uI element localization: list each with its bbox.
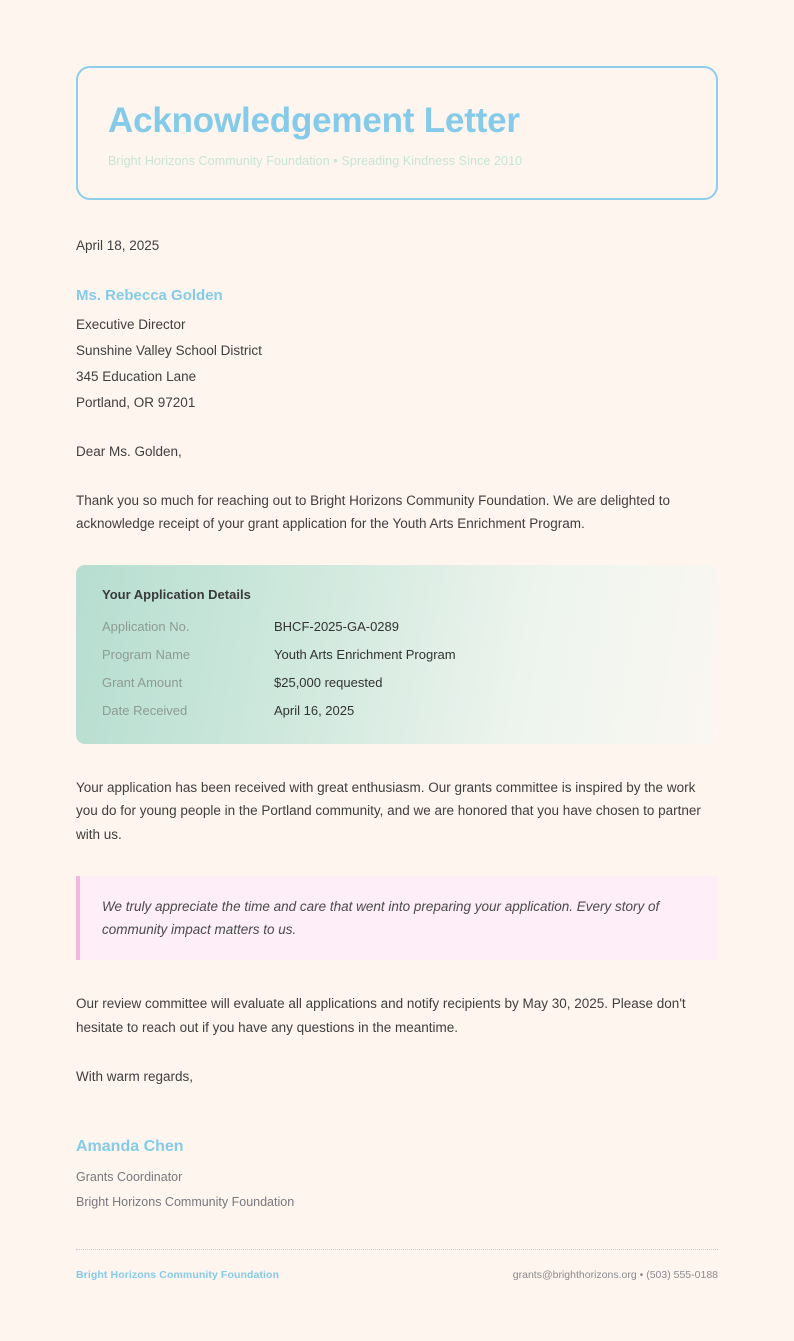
details-label: Grant Amount [102,675,183,691]
quote-block [76,876,718,960]
recipient-city-state-zip: Portland, OR 97201 [76,394,196,410]
letter-header [76,66,718,200]
details-value: April 16, 2025 [274,703,355,719]
details-label: Application No. [102,619,190,635]
page-title: Acknowledgement Letter [108,101,520,140]
letter-footer [76,1249,718,1341]
paragraph-review: Our review committee will evaluate all applications and notify recipients by May 30, 2025. Please don't hesitate to reach out if you have any questions in the meantime. [76,996,686,1035]
closing-line: With warm regards, [76,1068,194,1084]
signature-role: Grants Coordinator [76,1169,183,1184]
header-subtitle: Bright Horizons Community Foundation • Spreading Kindness Since 2010 [108,153,523,168]
details-label: Date Received [102,703,188,719]
details-card-title: Your Application Details [102,587,251,603]
paragraph-enthusiasm: Your application has been received with great enthusiasm. Our grants committee is inspired by the work you do for young people in the Portland community, and we are honored that you have chosen to partner with us. [76,780,701,842]
recipient-title: Executive Director [76,316,186,332]
table-row [102,703,692,718]
details-table-body [102,619,692,718]
application-details-card [76,565,718,744]
recipient-name: Ms. Rebecca Golden [76,286,223,304]
details-value: Youth Arts Enrichment Program [274,647,456,663]
details-label: Program Name [102,647,191,663]
salutation: Dear Ms. Golden, [76,443,182,459]
details-value: $25,000 requested [274,675,383,691]
details-table [102,619,692,718]
footer-contact: grants@brighthorizons.org • (503) 555-0188 [512,1268,718,1281]
recipient-organization: Sunshine Valley School District [76,342,262,358]
details-value: BHCF-2025-GA-0289 [274,619,399,635]
signature-organization: Bright Horizons Community Foundation [76,1194,295,1209]
signature-block [76,1138,718,1209]
recipient-street: 345 Education Lane [76,368,197,384]
paragraph-intro: Thank you so much for reaching out to Bright Horizons Community Foundation. We are delighted to acknowledge receipt of your grant application for the Youth Arts Enrichment Program. [76,492,671,532]
table-row [102,619,692,647]
footer-organization: Bright Horizons Community Foundation [76,1268,280,1281]
recipient-block [76,287,718,410]
quote-text: We truly appreciate the time and care that went into preparing your application. Every story of community impact matters to us. [102,898,660,938]
table-row [102,647,692,675]
table-row [102,675,692,703]
signature-name: Amanda Chen [76,1137,184,1155]
letter-date: April 18, 2025 [76,237,160,253]
